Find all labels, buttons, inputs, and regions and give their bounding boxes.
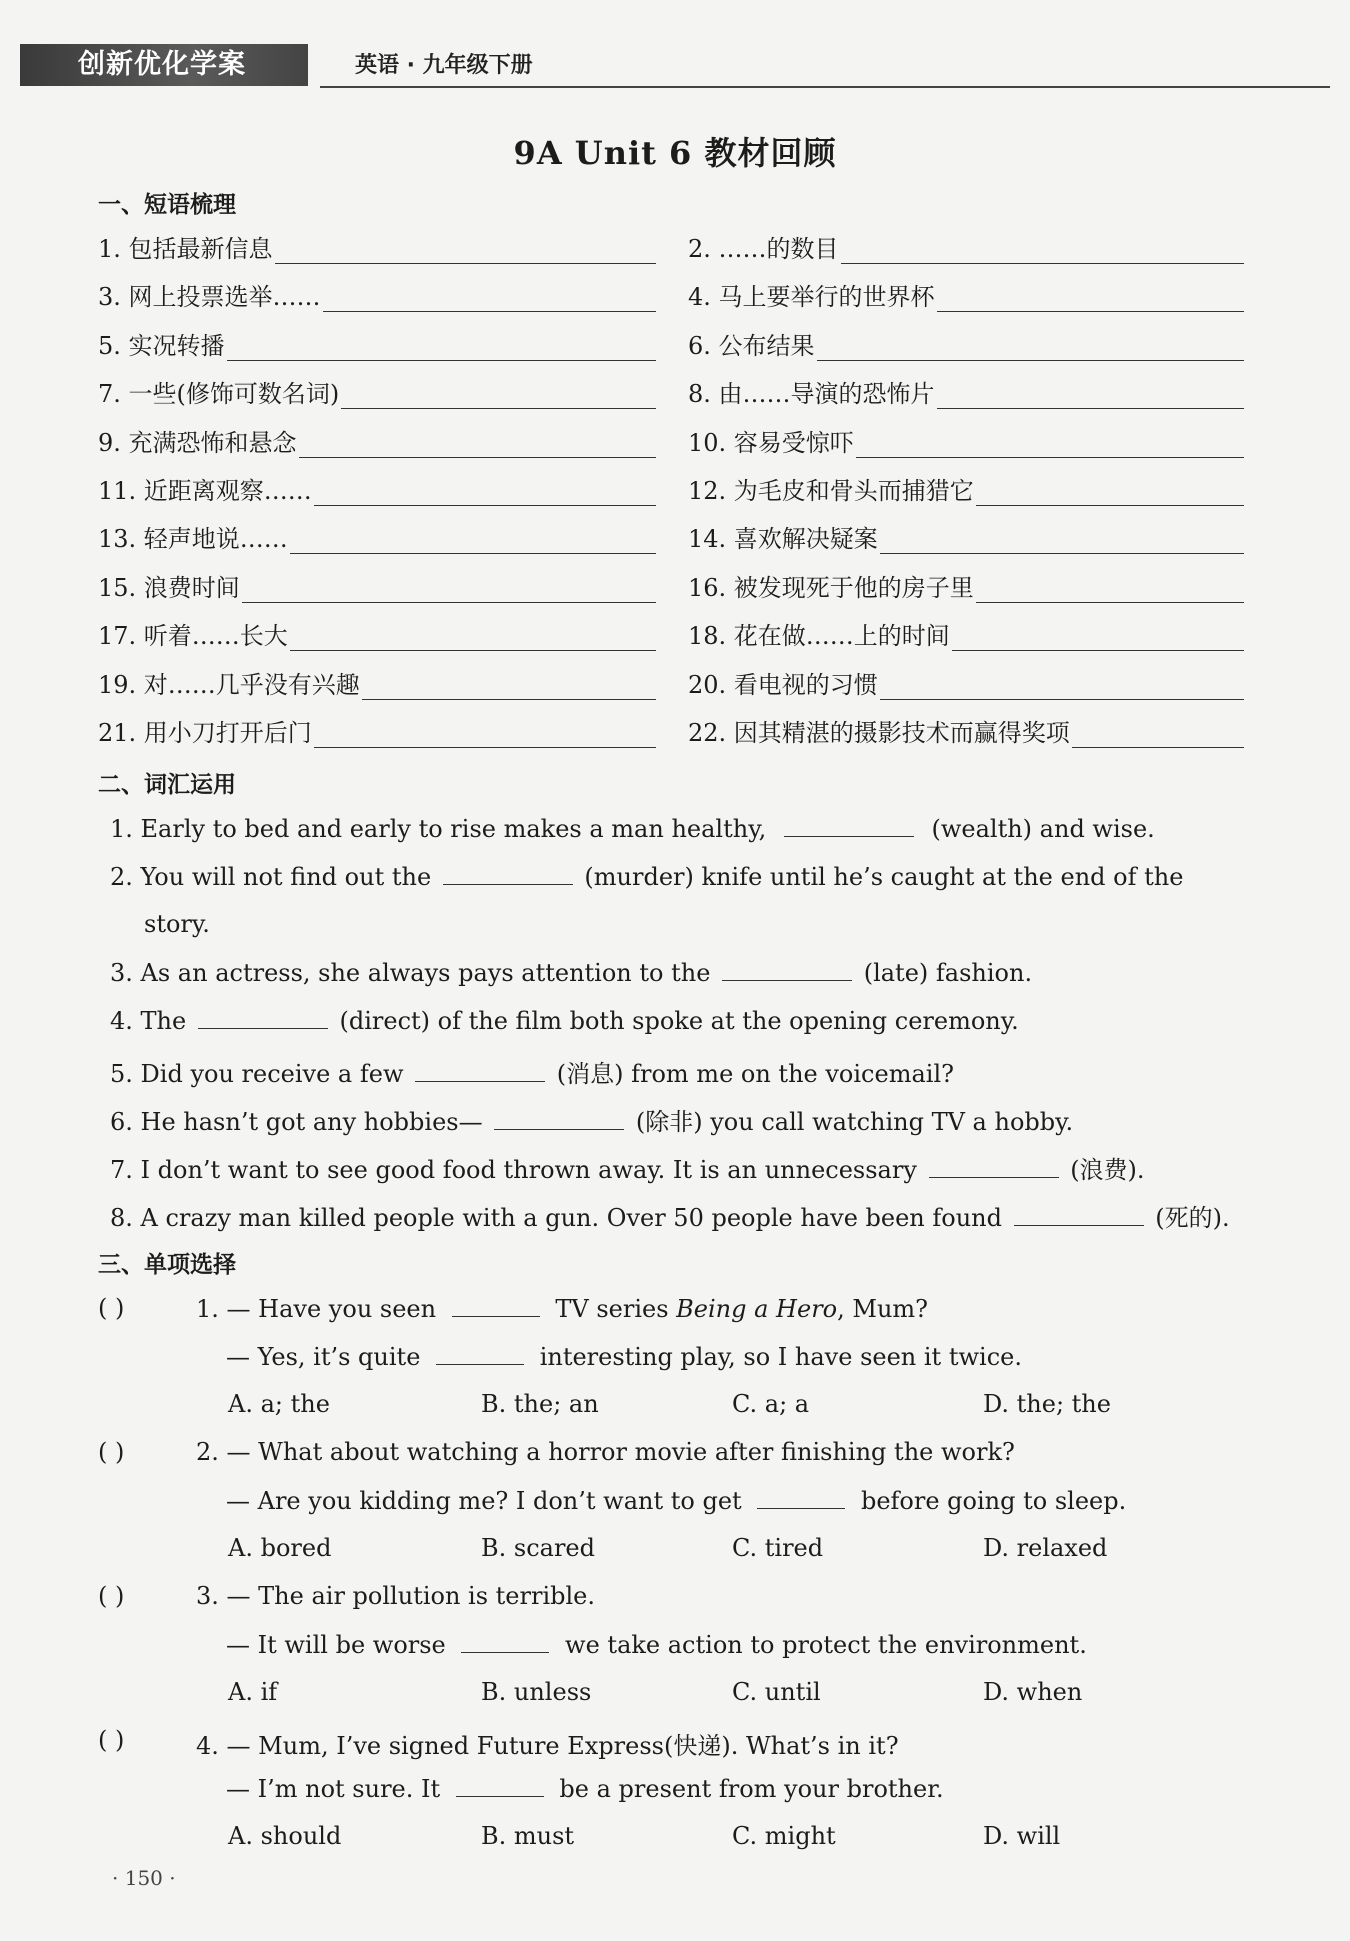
phrase-label: 16. 被发现死于他的房子里 (688, 573, 974, 602)
answer-blank[interactable] (443, 862, 573, 885)
phrase-item (688, 619, 1244, 651)
question-text: be a present from your brother. (559, 1775, 944, 1803)
vocab-question-5 (110, 1054, 954, 1089)
answer-blank[interactable] (841, 237, 1244, 264)
question-text: 8. A crazy man killed people with a gun. Over 50 people have been found (110, 1204, 1002, 1232)
vocab-question-1 (110, 814, 1155, 843)
choice-question-4-reply (226, 1774, 944, 1803)
phrase-label: 9. 充满恐怖和悬念 (98, 428, 297, 457)
question-text: (除非) you call watching TV a hobby. (635, 1108, 1074, 1136)
choice-question-1 (196, 1294, 928, 1323)
question-text: — Are you kidding me? I don’t want to get (226, 1487, 742, 1515)
question-text: — I’m not sure. It (226, 1775, 441, 1803)
phrase-item (98, 668, 656, 700)
answer-blank[interactable] (461, 1630, 549, 1653)
answer-blank[interactable] (976, 576, 1244, 603)
vocab-question-2-cont: story. (144, 910, 210, 938)
phrase-item (98, 716, 656, 748)
answer-blank[interactable] (323, 285, 656, 312)
answer-blank[interactable] (290, 527, 656, 554)
answer-blank[interactable] (452, 1294, 540, 1317)
question-number: 4. (196, 1732, 219, 1760)
answer-blank[interactable] (299, 431, 656, 458)
answer-blank[interactable] (436, 1342, 524, 1365)
header-rule (320, 86, 1330, 88)
answer-blank[interactable] (952, 624, 1244, 651)
choice-question-2-reply (226, 1486, 1126, 1515)
phrase-item (688, 232, 1244, 264)
section-heading-choice: 三、单项选择 (98, 1252, 236, 1278)
answer-blank[interactable] (415, 1059, 545, 1082)
phrase-item (98, 426, 656, 458)
phrase-item (98, 377, 656, 409)
question-text: 6. He hasn’t got any hobbies— (110, 1108, 483, 1136)
option-c[interactable]: C. tired (732, 1534, 824, 1562)
option-a[interactable]: A. bored (228, 1534, 332, 1562)
phrase-item (688, 280, 1244, 312)
question-text: — It will be worse (226, 1631, 446, 1659)
question-text: TV series (555, 1295, 669, 1323)
choice-question-3-reply (226, 1630, 1087, 1659)
question-text: (direct) of the film both spoke at the opening ceremony. (339, 1007, 1019, 1035)
option-d[interactable]: D. will (983, 1822, 1061, 1850)
phrase-label: 18. 花在做……上的时间 (688, 622, 950, 651)
phrase-label: 17. 听着……长大 (98, 622, 288, 651)
vocab-question-8 (110, 1198, 1230, 1233)
answer-blank[interactable] (929, 1155, 1059, 1178)
phrase-label: 22. 因其精湛的摄影技术而赢得奖项 (688, 719, 1070, 747)
phrase-label: 20. 看电视的习惯 (688, 670, 878, 699)
answer-blank[interactable] (275, 237, 656, 264)
page-header (20, 44, 1330, 90)
question-text: before going to sleep. (860, 1487, 1127, 1515)
question-text: (murder) knife until he’s caught at the end of the (584, 863, 1184, 891)
phrase-item (688, 377, 1244, 409)
phrase-label: 7. 一些(修饰可数名词) (98, 380, 340, 409)
question-number: 1. (196, 1295, 219, 1323)
phrase-item (98, 474, 656, 506)
section-heading-vocabulary: 二、词汇运用 (98, 772, 236, 798)
answer-blank[interactable] (242, 576, 656, 603)
phrase-label: 5. 实况转播 (98, 331, 225, 360)
question-number: 3. (196, 1582, 219, 1610)
question-text: interesting play, so I have seen it twice. (539, 1343, 1022, 1371)
answer-blank[interactable] (757, 1486, 845, 1509)
answer-blank[interactable] (880, 673, 1244, 700)
answer-blank[interactable] (494, 1107, 624, 1130)
option-c[interactable]: C. a; a (732, 1390, 810, 1418)
answer-blank[interactable] (856, 431, 1244, 458)
answer-bracket[interactable]: ( ) (98, 1294, 125, 1322)
answer-blank[interactable] (817, 334, 1244, 361)
question-text: 1. Early to bed and early to rise makes a man healthy, (110, 815, 767, 843)
question-text: — What about watching a horror movie after finishing the work? (226, 1438, 1015, 1466)
phrase-label: 21. 用小刀打开后门 (98, 719, 312, 747)
question-text: , Mum? (837, 1295, 929, 1323)
phrase-item (688, 474, 1244, 506)
phrase-item (688, 426, 1244, 458)
option-c[interactable]: C. might (732, 1822, 836, 1850)
phrase-label: 6. 公布结果 (688, 331, 815, 360)
option-a[interactable]: A. a; the (228, 1390, 330, 1418)
option-b[interactable]: B. the; an (481, 1390, 599, 1418)
question-text: 7. I don’t want to see good food thrown away. It is an unnecessary (110, 1156, 917, 1184)
answer-blank[interactable] (976, 479, 1244, 506)
page-title: 9A Unit 6 教材回顾 (513, 134, 837, 172)
option-b[interactable]: B. unless (481, 1678, 592, 1706)
choice-question-4 (196, 1726, 899, 1761)
vocab-question-3 (110, 958, 1032, 987)
phrase-item (98, 280, 656, 312)
answer-bracket[interactable]: ( ) (98, 1726, 125, 1754)
question-text: (消息) from me on the voicemail? (556, 1060, 954, 1088)
section-heading-phrases: 一、短语梳理 (98, 192, 236, 218)
question-text: (wealth) and wise. (931, 815, 1155, 843)
phrase-item (688, 329, 1244, 361)
question-text: — Yes, it’s quite (226, 1343, 421, 1371)
vocab-question-7 (110, 1150, 1145, 1185)
series-title: Being a Hero (676, 1295, 838, 1323)
phrase-label: 2. ……的数目 (688, 235, 839, 263)
option-a[interactable]: A. should (228, 1822, 342, 1850)
choice-question-1-reply (226, 1342, 1022, 1371)
phrase-item (688, 668, 1244, 700)
question-text: 2. You will not find out the (110, 863, 432, 891)
vocab-question-6 (110, 1102, 1073, 1137)
answer-blank[interactable] (1014, 1203, 1144, 1226)
option-d[interactable]: D. relaxed (983, 1534, 1108, 1562)
phrase-label: 11. 近距离观察…… (98, 477, 312, 505)
phrase-item (98, 522, 656, 554)
question-text: (浪费). (1070, 1156, 1145, 1184)
answer-blank[interactable] (784, 814, 914, 837)
answer-blank[interactable] (362, 673, 656, 700)
answer-bracket[interactable]: ( ) (98, 1582, 125, 1610)
phrase-item (98, 232, 656, 264)
option-b[interactable]: B. scared (481, 1534, 595, 1562)
question-text: (死的). (1155, 1204, 1230, 1232)
option-d[interactable]: D. the; the (983, 1390, 1111, 1418)
phrase-label: 3. 网上投票选举…… (98, 283, 321, 312)
question-text: — The air pollution is terrible. (226, 1582, 595, 1610)
answer-blank[interactable] (722, 958, 852, 981)
phrase-item (688, 522, 1244, 554)
choice-question-2 (196, 1438, 1015, 1466)
answer-blank[interactable] (227, 334, 656, 361)
phrase-label: 14. 喜欢解决疑案 (688, 525, 878, 554)
option-c[interactable]: C. until (732, 1678, 821, 1706)
option-a[interactable]: A. if (228, 1678, 278, 1706)
answer-blank[interactable] (937, 382, 1244, 409)
choice-question-3 (196, 1582, 595, 1610)
answer-blank[interactable] (937, 285, 1244, 312)
answer-blank[interactable] (314, 479, 656, 506)
question-number: 2. (196, 1438, 219, 1466)
answer-bracket[interactable]: ( ) (98, 1438, 125, 1466)
phrase-label: 15. 浪费时间 (98, 573, 240, 602)
phrase-label: 8. 由……导演的恐怖片 (688, 380, 935, 409)
question-text: — Have you seen (226, 1295, 437, 1323)
answer-blank[interactable] (290, 624, 656, 651)
answer-blank[interactable] (880, 527, 1244, 554)
phrase-item (688, 716, 1244, 748)
phrase-item (688, 571, 1244, 603)
answer-blank[interactable] (1072, 721, 1244, 748)
phrase-label: 13. 轻声地说…… (98, 525, 288, 554)
phrase-item (98, 329, 656, 361)
answer-blank[interactable] (456, 1774, 544, 1797)
question-text: we take action to protect the environment. (565, 1631, 1087, 1659)
subject-label: 英语 · 九年级下册 (355, 53, 533, 78)
question-text: (late) fashion. (863, 959, 1033, 987)
answer-blank[interactable] (341, 382, 656, 409)
vocab-question-4 (110, 1006, 1019, 1035)
phrase-label: 10. 容易受惊吓 (688, 428, 854, 457)
phrase-label: 1. 包括最新信息 (98, 235, 273, 263)
option-b[interactable]: B. must (481, 1822, 575, 1850)
question-text: 3. As an actress, she always pays attention to the (110, 959, 711, 987)
answer-blank[interactable] (198, 1006, 328, 1029)
phrase-label: 12. 为毛皮和骨头而捕猎它 (688, 477, 974, 505)
page-number: · 150 · (112, 1866, 176, 1890)
question-text: — Mum, I’ve signed Future Express(快递). What’s in it? (226, 1732, 899, 1760)
phrase-label: 4. 马上要举行的世界杯 (688, 283, 935, 312)
question-text: 4. The (110, 1007, 187, 1035)
option-d[interactable]: D. when (983, 1678, 1083, 1706)
phrase-item (98, 619, 656, 651)
brand-logo: 创新优化学案 (20, 44, 308, 86)
phrase-item (98, 571, 656, 603)
question-text: 5. Did you receive a few (110, 1060, 404, 1088)
phrase-label: 19. 对……几乎没有兴趣 (98, 670, 360, 699)
answer-blank[interactable] (314, 721, 656, 748)
vocab-question-2 (110, 862, 1183, 891)
